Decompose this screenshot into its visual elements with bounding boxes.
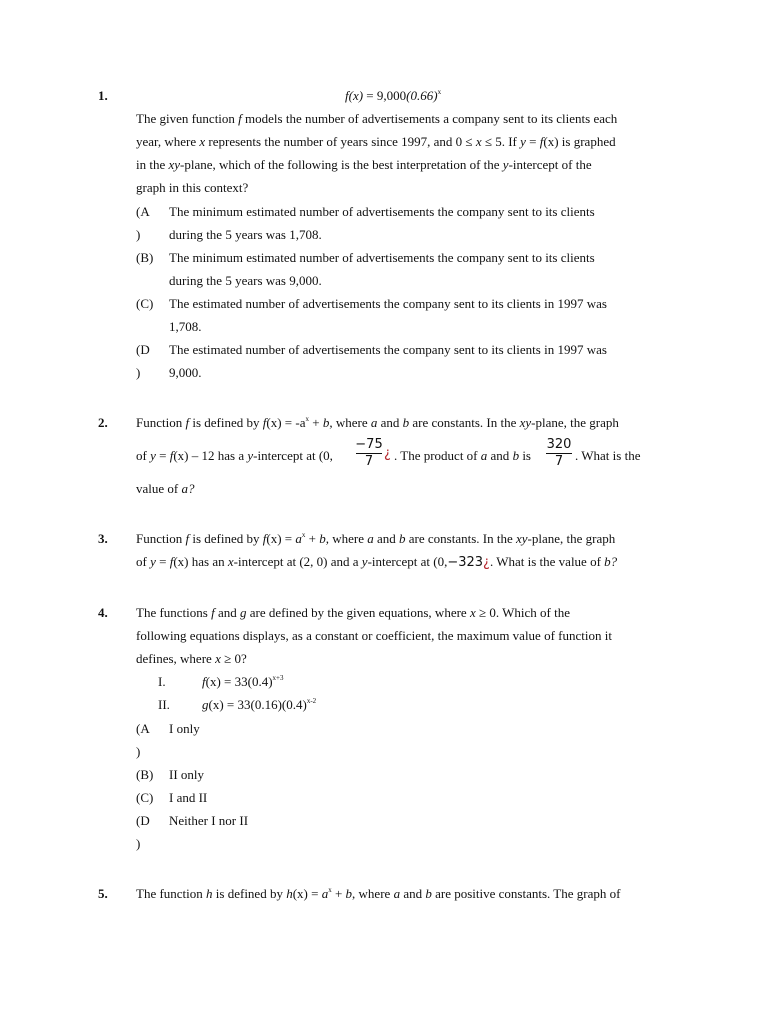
question-stem-line: following equations displays, as a constant or coefficient, the maximum value of function it — [136, 628, 612, 643]
placeholder-glyph: ¿ — [483, 555, 490, 570]
equation-ii: $g(x) = 33(0.16)(0.4)^{x-2}$ — [202, 697, 317, 712]
placeholder-glyph: ¿ — [384, 446, 391, 461]
choice-label: (B) — [136, 767, 154, 782]
question-stem-line: year, where x represents the number of years since 1997, and 0 ≤ x ≤ 5. If y = f(x) is graphed — [136, 134, 616, 149]
question-number: 5. — [98, 886, 108, 901]
question-stem-line: . What is the — [575, 448, 641, 463]
choice-text: II only — [169, 767, 205, 782]
choice-text: 1,708. — [169, 319, 202, 334]
choice-label: (C) — [136, 790, 154, 805]
question-stem-line: The given function f models the number of advertisements a company sent to its clients each — [136, 111, 618, 126]
fraction-neg75-over-7: −75 7 — [355, 437, 383, 469]
question-number: 2. — [98, 415, 108, 430]
choice-text: The minimum estimated number of advertisements the company sent to its clients — [169, 204, 595, 219]
choice-label: (B) — [136, 250, 154, 265]
choice-text: The estimated number of advertisements the company sent to its clients in 1997 was — [169, 296, 607, 311]
equation-i: $f(x) = 33(0.4)^{x+3}$ — [202, 674, 284, 689]
question-stem-line: Function f is defined by $f(x) = a^x + b$, where a and b are constants. In the xy-plane, the graph — [136, 531, 616, 546]
choice-text: I and II — [169, 790, 208, 805]
choice-text: The estimated number of advertisements the company sent to its clients in 1997 was — [169, 342, 607, 357]
choice-text: Neither I nor II — [169, 813, 249, 828]
choice-label: ) — [136, 227, 141, 242]
choice-text: I only — [169, 721, 200, 736]
choice-text: The minimum estimated number of advertisements the company sent to its clients — [169, 250, 595, 265]
fraction-320-over-7: 320 7 — [546, 437, 572, 469]
equation-label: II. — [158, 697, 170, 712]
choice-label: (D — [136, 342, 150, 357]
choice-label: ) — [136, 744, 141, 759]
choice-label: (C) — [136, 296, 154, 311]
question-stem-line: of y = f(x) – 12 has a y-intercept at (0, — [136, 448, 333, 463]
choice-label: (D — [136, 813, 150, 828]
choice-label: (A — [136, 721, 150, 736]
question-stem-line: . The product of a and b is — [394, 448, 531, 463]
choice-text: during the 5 years was 9,000. — [169, 273, 322, 288]
question-stem-line: The function h is defined by $h(x) = a^x + b$, where a and b are positive constants. The graph of — [136, 886, 621, 901]
question-number: 1. — [98, 88, 108, 103]
question-number: 3. — [98, 531, 108, 546]
choice-label: ) — [136, 365, 141, 380]
question-stem-line: of y = f(x) has an x-intercept at (2, 0) and a y-intercept at (0,−323¿. What is the value of b? — [136, 554, 618, 570]
question-stem-line: The functions f and g are defined by the given equations, where x ≥ 0. Which of the — [136, 605, 570, 620]
choice-text: during the 5 years was 1,708. — [169, 227, 322, 242]
question-stem-line: in the xy-plane, which of the following is the best interpretation of the y-intercept of the — [136, 157, 592, 172]
equation-label: I. — [158, 674, 166, 689]
question-stem-line: Function f is defined by $f(x) = -a^x + b$, where a and b are constants. In the xy-plane, the graph — [136, 415, 619, 430]
choice-label: (A — [136, 204, 150, 219]
question-stem-line: value of a? — [136, 481, 195, 496]
question-stem-line: graph in this context? — [136, 180, 249, 195]
function-formula: $f(x) = 9,000(0.66)^x$ — [345, 88, 442, 103]
question-stem-line: defines, where x ≥ 0? — [136, 651, 247, 666]
choice-text: 9,000. — [169, 365, 202, 380]
question-number: 4. — [98, 605, 108, 620]
choice-label: ) — [136, 836, 141, 851]
